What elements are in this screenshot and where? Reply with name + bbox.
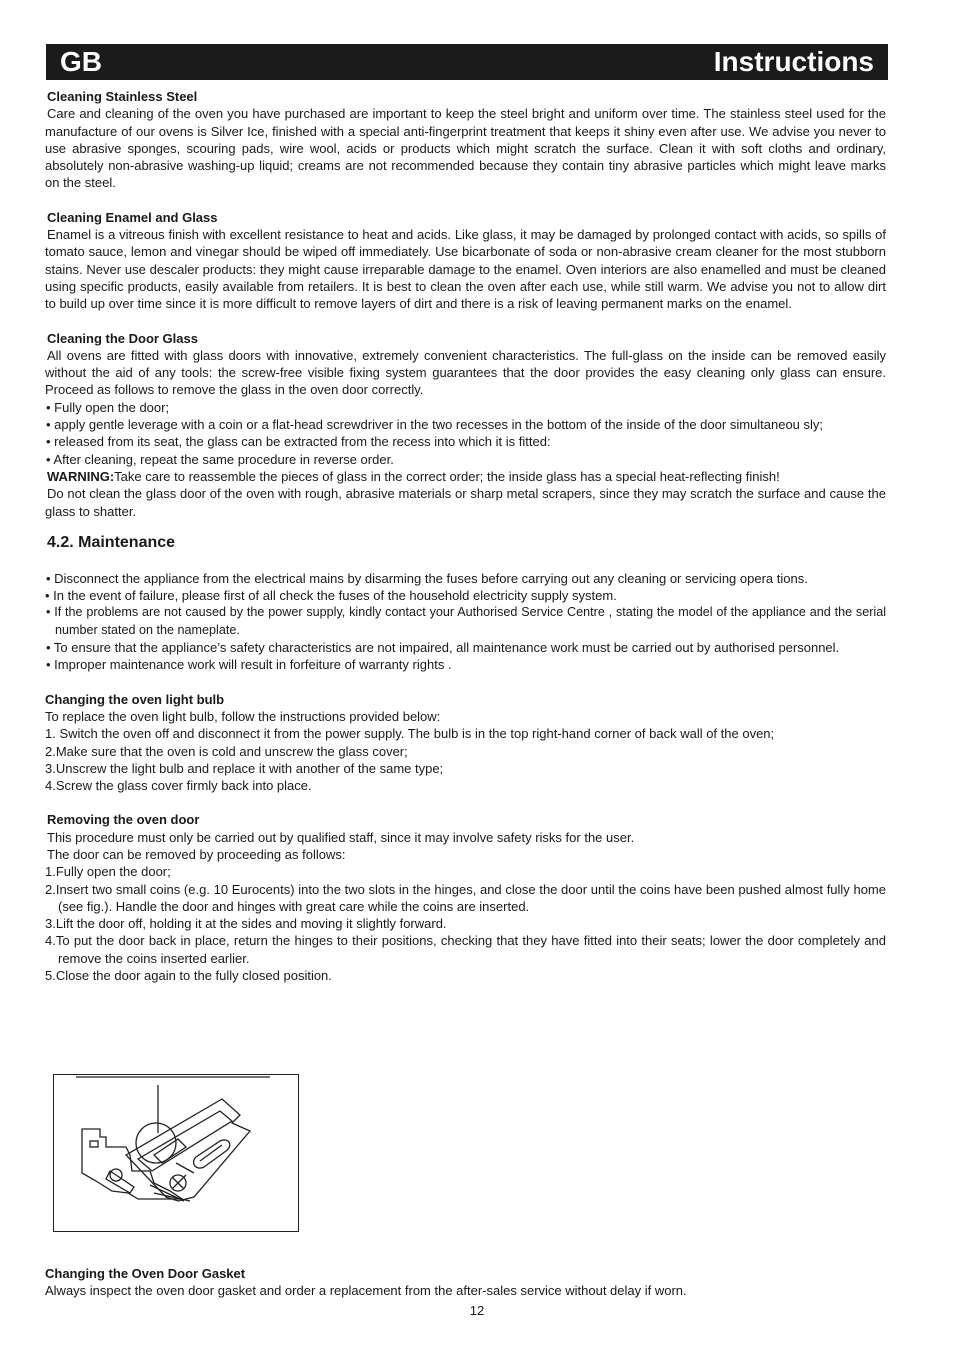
language-code: GB (60, 46, 102, 77)
list-item: 3.Unscrew the light bulb and replace it with another of the same type; (45, 760, 444, 776)
maintenance-heading: 4.2. Maintenance (47, 533, 176, 551)
enamel-text: Enamel is a vitreous finish with excellent resistance to heat and acids. Like glass, it may be damaged by prolonged contact with acids, so spills of tomato sauce, lemon and vinegar should be wiped off immediately. Use bicarbonate of soda or non-abrasive cream cleaner for the most stubborn stains. Never use descaler products: they might cause irreparable damage to the enamel. Oven interiors are also enamelled and must be cleaned using specific products, easily available from retailers. It is best to clean the oven after each use, while still warm. We advise you not to allow dirt to build up over time since it is more difficult to remove layers of dirt and there is a risk of leaving permanent marks on the enamel. (45, 227, 886, 312)
list-item: • If the problems are not caused by the power supply, kindly contact your Authorised Service Centre , stating the model of the appliance and the serial number stated on the nameplate. (46, 605, 886, 637)
gasket-text: Always inspect the oven door gasket and order a replacement from the after-sales service without delay if worn. (45, 1283, 687, 1299)
list-item: 3.Lift the door off, holding it at the sides and moving it slightly forward. (45, 916, 447, 932)
page-header (46, 44, 888, 80)
page-number: 12 (469, 1303, 485, 1318)
door-hinge-figure (53, 1074, 299, 1232)
list-item: 2.Make sure that the oven is cold and unscrew the glass cover; (45, 743, 408, 759)
door-removal-text1: This procedure must only be carried out by qualified staff, since it may involve safety risks for the user. (47, 829, 635, 845)
door-glass-note: Do not clean the glass door of the oven with rough, abrasive materials or sharp metal scrapers, since they may scratch the surface and cause the glass to shatter. (45, 486, 886, 519)
list-item: • After cleaning, repeat the same procedure in reverse order. (46, 451, 394, 467)
gasket-section (45, 1265, 886, 1300)
bulb-intro: To replace the oven light bulb, follow the instructions provided below: (45, 708, 441, 724)
gasket-heading: Changing the Oven Door Gasket (45, 1266, 246, 1281)
warning-label: WARNING: (47, 468, 115, 484)
list-item: • released from its seat, the glass can be extracted from the recess into which it is fitted: (46, 434, 551, 450)
list-item: 5.Close the door again to the fully closed position. (45, 968, 332, 984)
list-item: 1. Switch the oven off and disconnect it from the power supply. The bulb is in the top right-hand corner of back wall of the oven; (45, 726, 775, 742)
list-item: • In the event of failure, please first of all check the fuses of the household electricity supply system. (45, 588, 617, 604)
steel-text: Care and cleaning of the oven you have purchased are important to keep the steel bright and uniform over time. The stainless steel used for the manufacture of our ovens is Silver Ice, finished with a special anti-fingerprint treatment that keeps it shiny even after use. We advise you never to use abrasive sponges, scouring pads, wire wool, acids or products which might scratch the surface. Clean it with soft cloths and ordinary, absolutely non-abrasive washing-up liquid; creams are not recommended because they contain tiny abrasive particles which might leave marks on the steel. (45, 106, 886, 191)
main-content (45, 88, 886, 984)
warning-paragraph (45, 468, 886, 485)
door-removal-text2: The door can be removed by proceeding as follows: (47, 846, 346, 862)
list-item: • Improper maintenance work will result in forfeiture of warranty rights . (46, 657, 452, 673)
list-item: • Disconnect the appliance from the electrical mains by disarming the fuses before carrying out any cleaning or servicing opera tions. (46, 570, 808, 586)
warning-text: Take care to reassemble the pieces of glass in the correct order; the inside glass has a special heat-reflecting finish! (114, 468, 780, 484)
door-glass-heading: Cleaning the Door Glass (47, 330, 198, 346)
list-item: 4.To put the door back in place, return the hinges to their positions, checking that they have fitted into their seats; lower the door completely and remove the coins inserted earlier. (45, 933, 886, 966)
list-item: 4.Screw the glass cover firmly back into place. (45, 778, 312, 794)
list-item: 1.Fully open the door; (45, 864, 171, 880)
list-item: • apply gentle leverage with a coin or a flat-head screwdriver in the two recesses in the bottom of the inside of the door simultaneou sly; (46, 417, 824, 433)
door-removal-heading: Removing the oven door (47, 812, 200, 828)
page-title: Instructions (713, 46, 874, 77)
list-item: • Fully open the door; (46, 399, 170, 415)
steel-heading: Cleaning Stainless Steel (47, 89, 198, 104)
door-glass-text: All ovens are fitted with glass doors with innovative, extremely convenient characteristics. The full-glass on the inside can be removed easily without the aid of any tools: the screw-free visible fixing system guarantees that the door provides the easy cleaning only glass can ensure. Proceed as follows to remove the glass in the oven door correctly. (45, 347, 886, 398)
enamel-heading: Cleaning Enamel and Glass (47, 209, 218, 225)
hinge-diagram (54, 1075, 298, 1231)
list-item: • To ensure that the appliance’s safety characteristics are not impaired, all maintenance work must be carried out by authorised personnel. (46, 640, 840, 656)
bulb-heading: Changing the oven light bulb (45, 691, 225, 707)
list-item: 2.Insert two small coins (e.g. 10 Eurocents) into the two slots in the hinges, and close the door until the coins have been pushed almost fully home (see fig.). Handle the door and hinges with great care while the coins are inserted. (45, 881, 886, 914)
